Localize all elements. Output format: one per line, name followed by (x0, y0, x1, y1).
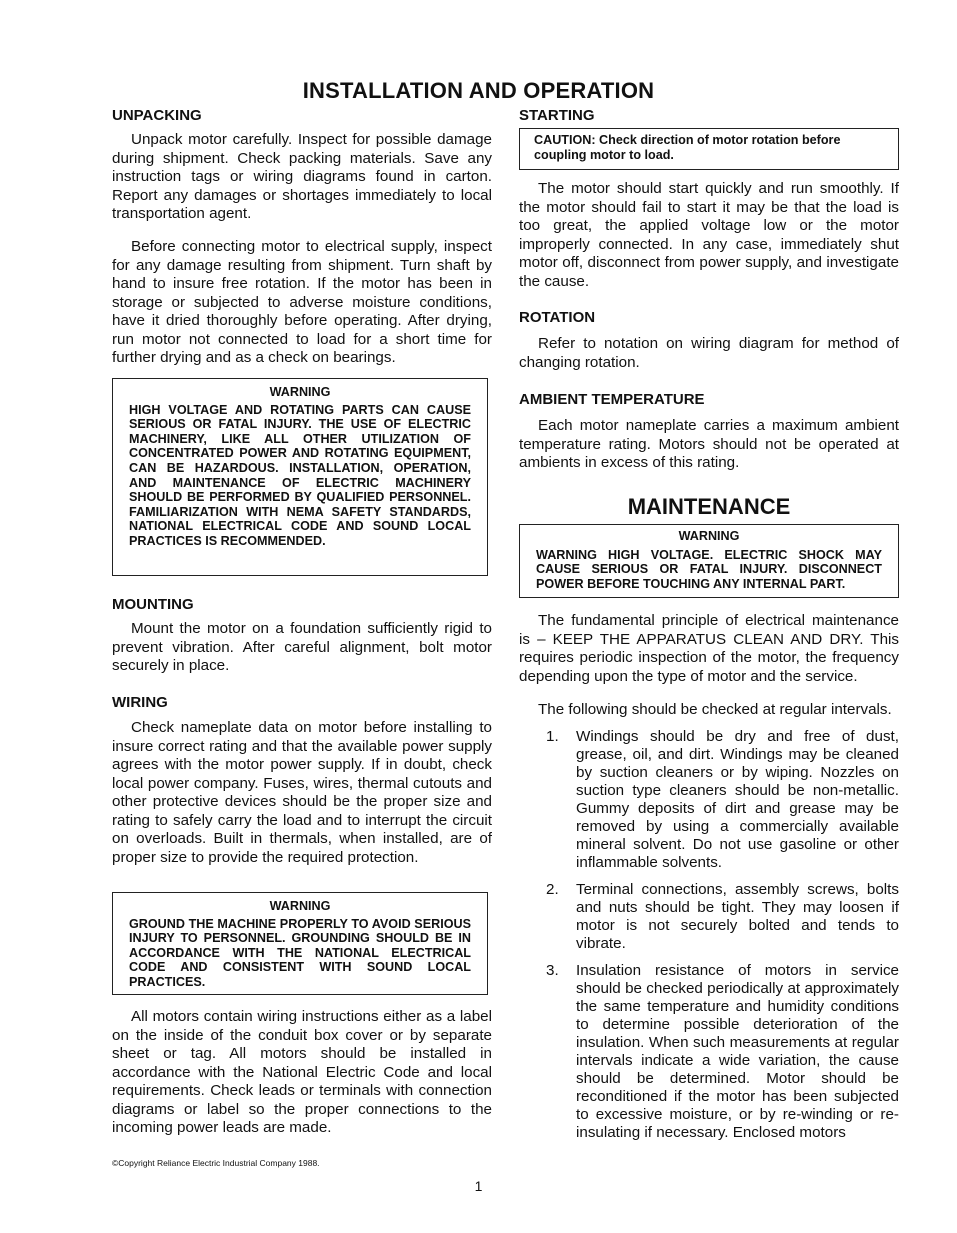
maintenance-paragraph-1: The fundamental principle of electrical maintenance is – KEEP THE APPARATUS CLEAN AND DRY. This requires periodic inspection of the motor, the frequency depending upon the type of motor and the service. (519, 612, 899, 685)
unpacking-paragraph-1: Unpack motor carefully. Inspect for possible damage during shipment. Check packing materials. Save any instruction tags or wiring diagrams found in carton. Report any damages or shortages immediately to local transportation agent. (112, 131, 492, 222)
list-item-number: 1. (546, 728, 559, 745)
unpacking-heading: UNPACKING (112, 107, 202, 124)
mounting-heading: MOUNTING (112, 596, 194, 613)
ambient-temperature-heading: AMBIENT TEMPERATURE (519, 391, 705, 408)
wiring-heading: WIRING (112, 694, 168, 711)
list-item-text: Terminal connections, assembly screws, bolts and nuts should be tight. They may loosen if motor is not securely bolted and tends to vibrate. (576, 881, 899, 952)
list-item-number: 3. (546, 962, 559, 979)
rotation-paragraph: Refer to notation on wiring diagram for method of changing rotation. (519, 335, 899, 371)
warning-box-grounding (112, 892, 488, 995)
wiring-paragraph-1: Check nameplate data on motor before installing to insure correct rating and that the available power supply agrees with the motor power supply. If in doubt, check local power company. Fuses, wires, thermal cutouts and other protective devices should be the proper size and rating to safely carry the load and to interrupt the circuit on overloads. Built in thermals, when installed, are of proper size to provide the required protection. (112, 719, 492, 866)
page-number: 1 (474, 1178, 483, 1194)
maintenance-checklist (519, 728, 899, 1151)
warning-title: WARNING (678, 529, 740, 543)
page-title: INSTALLATION AND OPERATION (302, 78, 655, 103)
warning-body: HIGH VOLTAGE AND ROTATING PARTS CAN CAUSE SERIOUS OR FATAL INJURY. THE USE OF ELECTRIC MACHINERY, LIKE ALL OTHER UTILIZATION OF CONCENTRATED POWER AND ROTATING EQUIPMENT, CAN BE HAZARDOUS. INSTALLATION, OPERATION, AND MAINTENANCE OF ELECTRIC MACHINERY SHOULD BE PERFORMED BY QUALIFIED PERSONNEL. FAMILIARIZATION WITH NEMA SAFETY STANDARDS, NATIONAL ELECTRICAL CODE AND SOUND LOCAL PRACTICES IS RECOMMENDED. (129, 402, 471, 548)
list-item (519, 728, 899, 872)
rotation-heading: ROTATION (519, 309, 596, 326)
warning-title: WARNING (269, 385, 331, 399)
starting-paragraph: The motor should start quickly and run smoothly. If the motor should fail to start it may be that the load is too great, the applied voltage low or the motor improperly connected. In any case, immediately shut motor off, disconnect from power supply, and investigate the cause. (519, 180, 899, 290)
list-item (519, 962, 899, 1142)
wiring-paragraph-2: All motors contain wiring instructions either as a label on the inside of the conduit box cover or by separate sheet or tag. All motors should be installed in accordance with the National Electric Code and local requirements. Check leads or terminals with connection diagrams or label so the proper connections to the incoming power leads are made. (112, 1008, 492, 1136)
list-item-number: 2. (546, 881, 559, 898)
list-item (519, 881, 899, 953)
mounting-paragraph: Mount the motor on a foundation sufficiently rigid to prevent vibration. After careful alignment, bolt motor securely in place. (112, 620, 492, 674)
warning-body: GROUND THE MACHINE PROPERLY TO AVOID SERIOUS INJURY TO PERSONNEL. GROUNDING SHOULD BE IN ACCORDANCE WITH THE NATIONAL ELECTRICAL CODE AND CONSISTENT WITH SOUND LOCAL PRACTICES. (129, 916, 471, 989)
ambient-temperature-paragraph: Each motor nameplate carries a maximum ambient temperature rating. Motors should not be operated at ambients in excess of this rating. (519, 417, 899, 471)
starting-heading: STARTING (519, 107, 595, 124)
warning-box-high-voltage (112, 378, 488, 576)
warning-title: WARNING (269, 899, 331, 913)
maintenance-heading: MAINTENANCE (627, 494, 791, 519)
warning-body: WARNING HIGH VOLTAGE. ELECTRIC SHOCK MAY CAUSE SERIOUS OR FATAL INJURY. DISCONNECT POWER BEFORE TOUCHING ANY INTERNAL PART. (536, 547, 882, 591)
copyright-notice: ©Copyright Reliance Electric Industrial Company 1988. (112, 1158, 320, 1168)
list-item-text: Windings should be dry and free of dust, grease, oil, and dirt. Windings may be cleaned by suction cleaners or by wiping. Nozzles on suction type cleaners should be non-metallic. Gummy deposits of dirt and grease may be removed by using a commercially available mineral solvent. Do not use gasoline or other inflammable solvents. (576, 728, 899, 871)
warning-box-maintenance (519, 524, 899, 598)
maintenance-paragraph-2: The following should be checked at regular intervals. (538, 701, 892, 718)
caution-box: CAUTION: Check direction of motor rotation before coupling motor to load. (519, 128, 899, 170)
list-item-text: Insulation resistance of motors in service should be checked periodically at approximately the same temperature and humidity conditions to determine possible deterioration of the insulation. When such measurements at regular intervals indicate a wide variation, the cause should be determined. Motor should be reconditioned if the motor has been subjected to excessive moisture, or by re-winding or re-insulating if necessary. Enclosed motors (576, 962, 899, 1141)
unpacking-paragraph-2: Before connecting motor to electrical supply, inspect for any damage resulting from shipment. Turn shaft by hand to insure free rotation. If the motor has been in storage or subjected to adverse moisture conditions, have it dried thoroughly before operating. After drying, run motor not connected to load for a short time for further drying and as a check on bearings. (112, 238, 492, 366)
